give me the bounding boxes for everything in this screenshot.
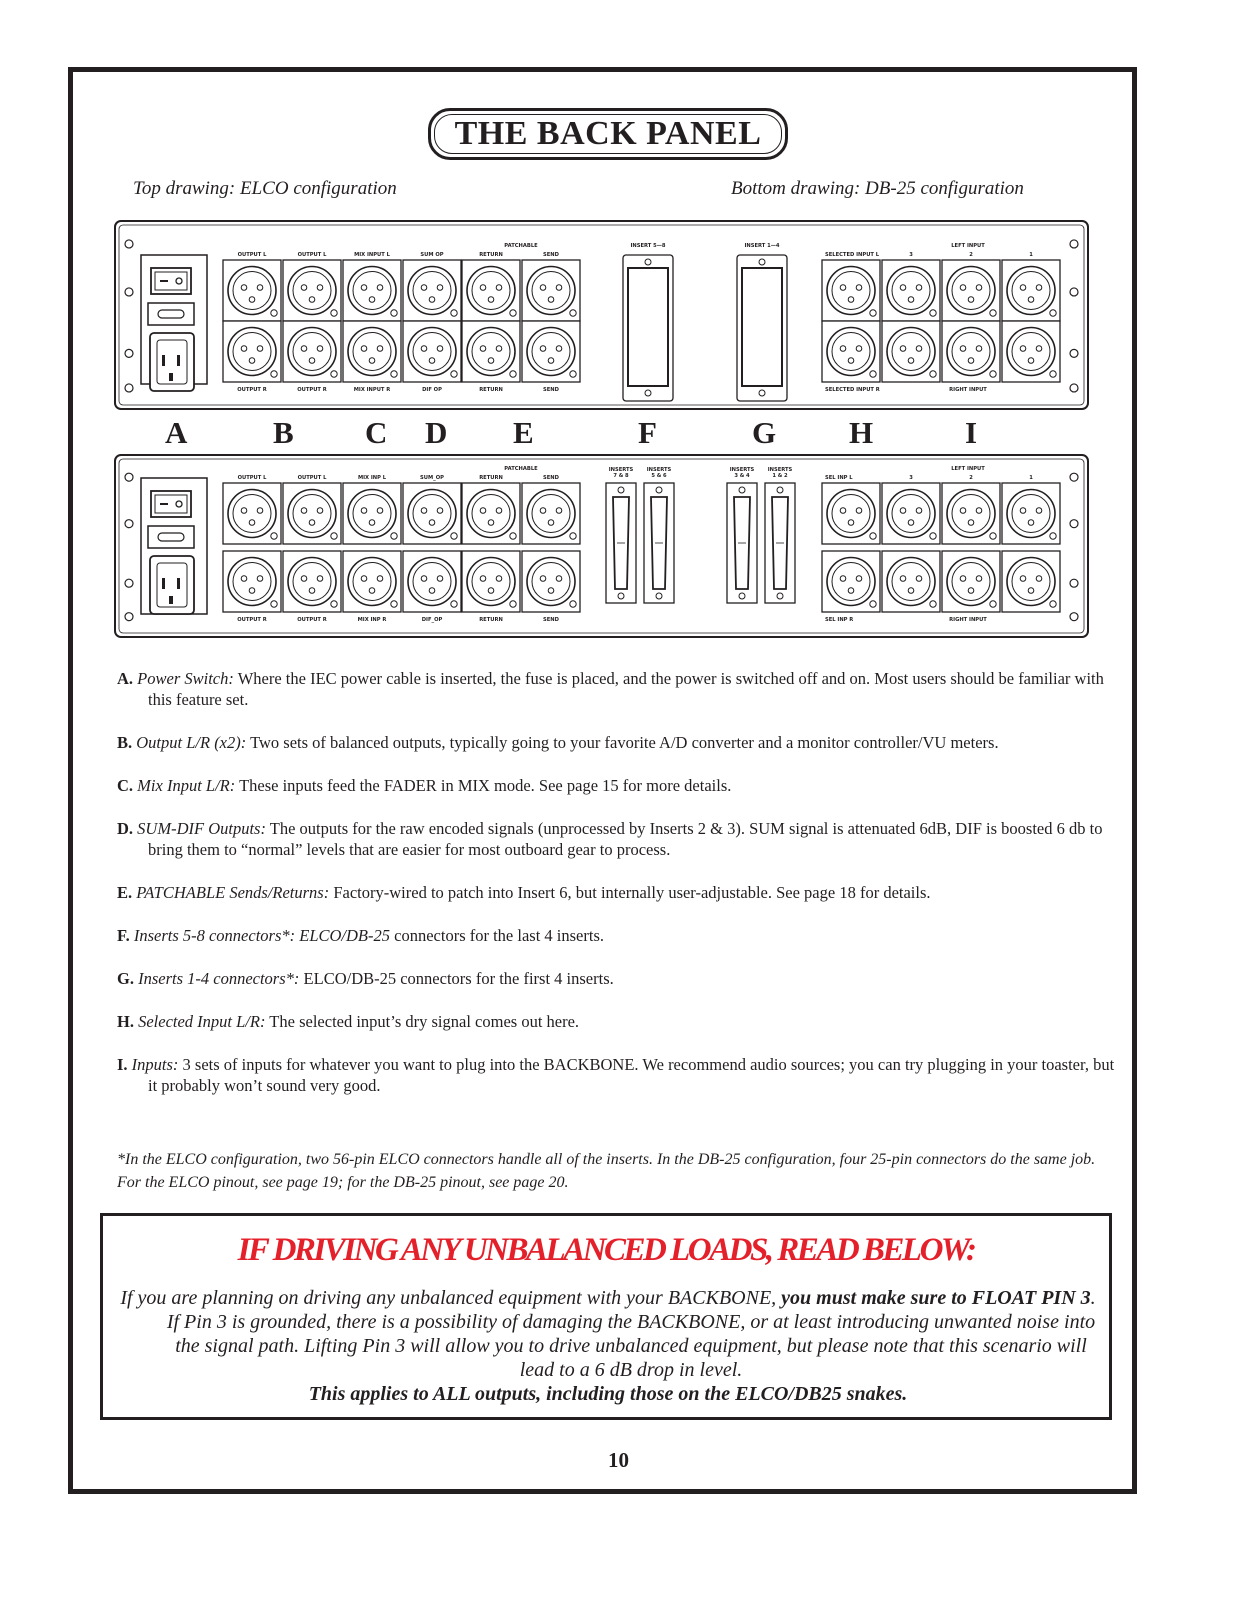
iec-pin xyxy=(177,355,180,366)
xlr-connector-plate xyxy=(403,483,461,544)
feature-item-d: D. SUM-DIF Outputs: The outputs for the raw encoded signals (unprocessed by Inserts 2 & 3). SUM signal is attenuated 6dB, DIF is boosted 6 db to bring them to “normal” levels that are easier for most outboard gear to process. xyxy=(117,819,1103,859)
xlr-connector-plate xyxy=(822,551,880,612)
connector-label: DIF_OP xyxy=(421,617,443,623)
letter-g: G xyxy=(752,415,777,450)
xlr-connector-plate xyxy=(942,483,1000,544)
xlr-connector-plate xyxy=(822,483,880,544)
page-number: 10 xyxy=(608,1448,629,1472)
xlr-connector-plate xyxy=(343,260,401,321)
connector-label: OUTPUT L xyxy=(297,252,327,258)
xlr-connector-plate xyxy=(223,551,281,612)
input-label: 2 xyxy=(969,252,973,258)
xlr-connector-plate xyxy=(343,483,401,544)
letter-h: H xyxy=(849,415,874,450)
back-panel-db25-drawing xyxy=(113,453,1090,639)
input-label: SEL INP L xyxy=(825,475,853,481)
connector-label: SEND xyxy=(543,252,559,258)
connector-label: MIX INPUT R xyxy=(353,387,391,393)
connector-label: OUTPUT L xyxy=(297,475,327,481)
xlr-connector-plate xyxy=(942,321,1000,382)
elco-connector-body xyxy=(628,268,668,386)
xlr-connector-plate xyxy=(522,260,580,321)
feature-item-b: B. Output L/R (x2): Two sets of balanced outputs, typically going to your favorite A/D converter and a monitor controller/VU meters. xyxy=(117,733,999,752)
title-box xyxy=(428,108,788,160)
connector-label: OUTPUT R xyxy=(237,387,267,393)
right-input-label: RIGHT INPUT xyxy=(949,617,987,623)
back-panel-elco-drawing xyxy=(113,219,1090,411)
input-label: 2 xyxy=(969,475,973,481)
connector-label: RETURN xyxy=(479,387,503,393)
xlr-connector-plate xyxy=(882,483,940,544)
insert-label: INSERTS xyxy=(608,467,634,473)
xlr-connector-plate xyxy=(1002,551,1060,612)
input-label: 3 xyxy=(909,475,913,481)
input-label: 1 xyxy=(1029,475,1033,481)
letter-d: D xyxy=(425,415,448,450)
xlr-connector-plate xyxy=(283,321,341,382)
insert-label: INSERTS xyxy=(646,467,672,473)
xlr-connector-plate xyxy=(283,551,341,612)
xlr-connector-plate xyxy=(1002,483,1060,544)
insert-label: 5 & 6 xyxy=(651,473,667,479)
feature-item-e: E. PATCHABLE Sends/Returns: Factory-wired to patch into Insert 6, but internally user-adjustable. See page 18 for details. xyxy=(117,883,931,902)
caption-bottom-drawing: Bottom drawing: DB-25 configuration xyxy=(731,178,1024,199)
xlr-connector-plate xyxy=(223,321,281,382)
xlr-connector-plate xyxy=(522,321,580,382)
page-title: THE BACK PANEL xyxy=(454,115,762,152)
xlr-connector-plate xyxy=(343,551,401,612)
xlr-connector-plate xyxy=(462,260,520,321)
insert-label: 3 & 4 xyxy=(734,473,750,479)
connector-label: RETURN xyxy=(479,252,503,258)
warning-body xyxy=(119,1286,1097,1406)
xlr-connector-plate xyxy=(403,260,461,321)
connector-label: DIF OP xyxy=(422,387,442,393)
iec-pin xyxy=(162,578,165,589)
input-label: SELECTED INPUT L xyxy=(825,252,880,258)
fuse-holder-icon xyxy=(148,526,194,548)
fuse-holder-icon xyxy=(148,303,194,325)
xlr-connector-plate xyxy=(462,551,520,612)
xlr-connector-plate xyxy=(882,260,940,321)
feature-item-g: G. Inserts 1-4 connectors*: ELCO/DB-25 connectors for the first 4 inserts. xyxy=(117,969,614,988)
xlr-connector-plate xyxy=(283,483,341,544)
left-input-label: LEFT INPUT xyxy=(951,466,985,472)
feature-item-c: C. Mix Input L/R: These inputs feed the FADER in MIX mode. See page 15 for more details. xyxy=(117,776,732,795)
xlr-connector-plate xyxy=(822,260,880,321)
connector-label: SUM OP xyxy=(420,252,444,258)
xlr-connector-plate xyxy=(403,321,461,382)
feature-item-h: H. Selected Input L/R: The selected input’s dry signal comes out here. xyxy=(117,1012,580,1031)
feature-item-i: I. Inputs: 3 sets of inputs for whatever you want to plug into the BACKBONE. We recommend audio sources; you can try plugging in your toaster, but it probably won’t sound very good. xyxy=(117,1055,1115,1095)
patchable-label: PATCHABLE xyxy=(504,243,538,249)
connector-label: MIX INP R xyxy=(357,617,387,623)
iec-pin xyxy=(169,596,173,604)
feature-item-f: F. Inserts 5-8 connectors*: ELCO/DB-25 connectors for the last 4 inserts. xyxy=(117,926,604,945)
connector-label: OUTPUT L xyxy=(237,252,267,258)
iec-pin xyxy=(177,578,180,589)
connector-label: SUM_OP xyxy=(420,475,444,481)
xlr-connector-plate xyxy=(283,260,341,321)
input-label: SELECTED INPUT R xyxy=(825,387,880,393)
connector-label: OUTPUT L xyxy=(237,475,267,481)
xlr-connector-plate xyxy=(522,551,580,612)
xlr-connector-plate xyxy=(822,321,880,382)
letter-e: E xyxy=(513,415,534,450)
warning-emphasis: This applies to ALL outputs, including those on the ELCO/DB25 snakes. xyxy=(308,1383,908,1405)
warning-paragraph: If you are planning on driving any unbalanced equipment with your BACKBONE, you must make sure to FLOAT PIN 3. If Pin 3 is grounded, there is a possibility of damaging the BACKBONE, or at least introducing unwanted noise into the signal path. Lifting Pin 3 will allow you to drive unbalanced equipment, but please note that this scenario will lead to a 6 dB drop in level. xyxy=(120,1287,1096,1381)
connector-label: SEND xyxy=(543,617,559,623)
connector-label: RETURN xyxy=(479,475,503,481)
warning-box xyxy=(100,1213,1112,1420)
connector-label: OUTPUT R xyxy=(237,617,267,623)
insert-label: INSERTS xyxy=(767,467,793,473)
left-input-label: LEFT INPUT xyxy=(951,243,985,249)
xlr-connector-plate xyxy=(462,321,520,382)
xlr-connector-plate xyxy=(343,321,401,382)
xlr-connector-plate xyxy=(942,551,1000,612)
connector-label: OUTPUT R xyxy=(297,617,327,623)
xlr-connector-plate xyxy=(1002,260,1060,321)
xlr-connector-plate xyxy=(223,260,281,321)
connector-label: MIX INPUT L xyxy=(354,252,390,258)
connector-label: MIX INP L xyxy=(357,475,387,481)
connector-label: RETURN xyxy=(479,617,503,623)
insert-label: INSERT 5—8 xyxy=(630,243,666,249)
connector-label: OUTPUT R xyxy=(297,387,327,393)
elco-connector-body xyxy=(742,268,782,386)
input-label: SEL INP R xyxy=(825,617,854,623)
iec-pin xyxy=(162,355,165,366)
feature-item-a: A. Power Switch: Where the IEC power cable is inserted, the fuse is placed, and the power is switched off and on. Most users should be familiar with this feature set. xyxy=(117,669,1104,709)
panel-section-letters xyxy=(0,415,1237,455)
xlr-connector-plate xyxy=(882,321,940,382)
insert-label: INSERTS xyxy=(729,467,755,473)
xlr-connector-plate xyxy=(1002,321,1060,382)
xlr-connector-plate xyxy=(403,551,461,612)
insert-label: 1 & 2 xyxy=(772,473,788,479)
xlr-connector-plate xyxy=(462,483,520,544)
patchable-label: PATCHABLE xyxy=(504,466,538,472)
xlr-connector-plate xyxy=(223,483,281,544)
feature-list xyxy=(117,668,1117,1118)
right-input-label: RIGHT INPUT xyxy=(949,387,987,393)
xlr-connector-plate xyxy=(522,483,580,544)
input-label: 1 xyxy=(1029,252,1033,258)
letter-i: I xyxy=(965,415,978,450)
iec-pin xyxy=(169,373,173,381)
caption-top-drawing: Top drawing: ELCO configuration xyxy=(133,178,397,199)
xlr-connector-plate xyxy=(942,260,1000,321)
connector-label: SEND xyxy=(543,387,559,393)
letter-b: B xyxy=(273,415,294,450)
warning-heading: IF DRIVING ANY UNBALANCED LOADS, READ BELOW: xyxy=(237,1232,975,1268)
letter-f: F xyxy=(638,415,657,450)
connector-label: SEND xyxy=(543,475,559,481)
insert-label: INSERT 1—4 xyxy=(744,243,780,249)
letter-a: A xyxy=(165,415,188,450)
input-label: 3 xyxy=(909,252,913,258)
xlr-connector-plate xyxy=(882,551,940,612)
insert-label: 7 & 8 xyxy=(613,473,629,479)
letter-c: C xyxy=(365,415,388,450)
footnote: *In the ELCO configuration, two 56-pin ELCO connectors handle all of the inserts. In the DB-25 configuration, four 25-pin connectors do the same job. For the ELCO pinout, see page 19; for the DB-25 pinout, see page 20. xyxy=(117,1151,1096,1191)
